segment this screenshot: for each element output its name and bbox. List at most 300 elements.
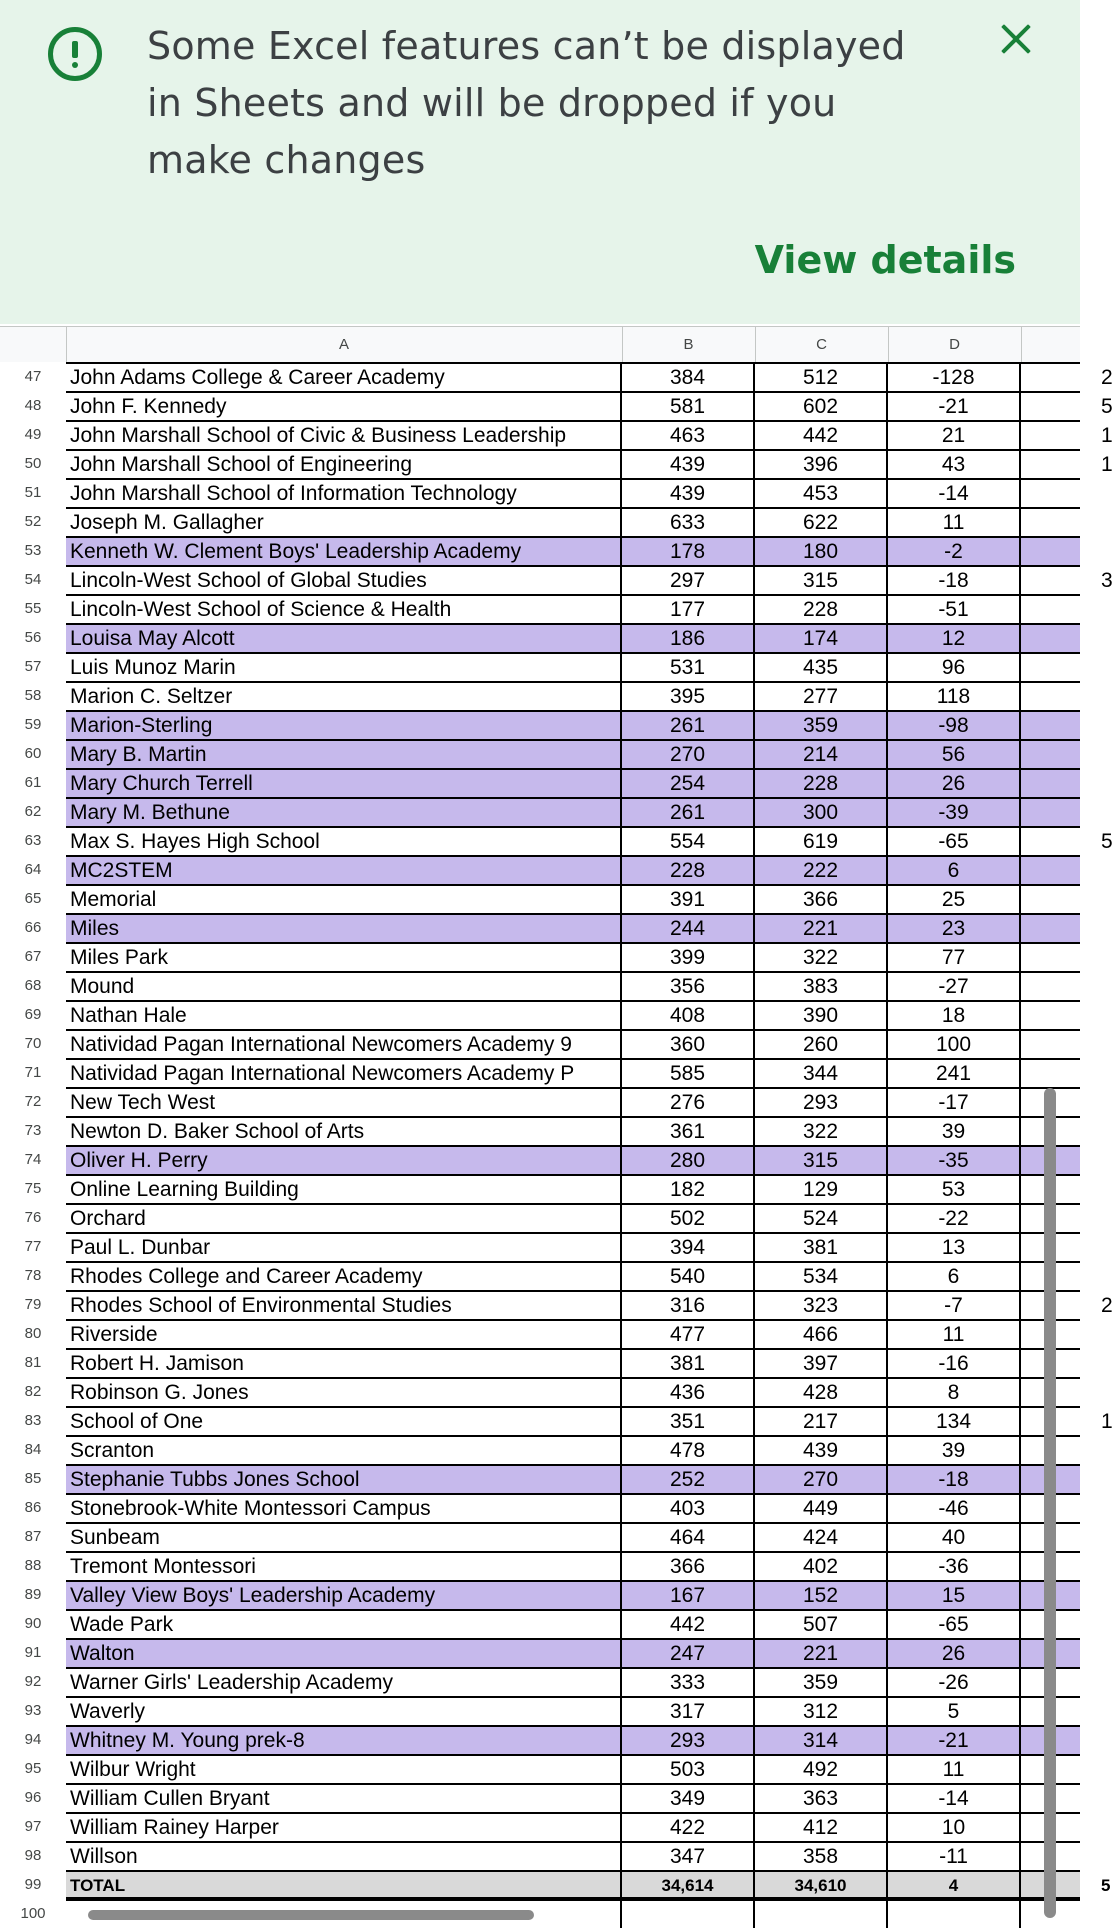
column-header-a[interactable]: A	[66, 327, 623, 362]
difference-cell[interactable]: -65	[888, 1611, 1021, 1638]
select-all-corner[interactable]	[0, 327, 67, 362]
column-c-cell[interactable]: 381	[755, 1234, 888, 1261]
difference-cell[interactable]: 4	[888, 1872, 1021, 1899]
difference-cell[interactable]: -26	[888, 1669, 1021, 1696]
school-name-cell[interactable]: Robinson G. Jones	[66, 1379, 622, 1406]
column-e-cell[interactable]	[1021, 1263, 1101, 1290]
row-number[interactable]: 79	[0, 1290, 66, 1319]
column-e-cell[interactable]	[1021, 480, 1101, 507]
column-c-cell[interactable]: 602	[755, 393, 888, 420]
column-e-cell[interactable]	[1021, 1031, 1101, 1058]
column-c-cell[interactable]: 363	[755, 1785, 888, 1812]
column-e-cell[interactable]	[1021, 1582, 1101, 1609]
column-e-cell[interactable]	[1021, 1698, 1101, 1725]
column-b-cell[interactable]: 442	[622, 1611, 755, 1638]
column-c-cell[interactable]: 314	[755, 1727, 888, 1754]
column-e-cell[interactable]: 5	[1101, 830, 1113, 853]
school-name-cell[interactable]: Memorial	[66, 886, 622, 913]
school-name-cell[interactable]: Mary Church Terrell	[66, 770, 622, 797]
column-b-cell[interactable]: 356	[622, 973, 755, 1000]
column-b-cell[interactable]: 360	[622, 1031, 755, 1058]
school-name-cell[interactable]: Sunbeam	[66, 1524, 622, 1551]
school-name-cell[interactable]: John Adams College & Career Academy	[66, 364, 622, 391]
column-b-cell[interactable]: 178	[622, 538, 755, 565]
column-c-cell[interactable]: 622	[755, 509, 888, 536]
difference-cell[interactable]: 6	[888, 857, 1021, 884]
difference-cell[interactable]: 134	[888, 1408, 1021, 1435]
column-b-cell[interactable]: 391	[622, 886, 755, 913]
column-b-cell[interactable]: 333	[622, 1669, 755, 1696]
row-number[interactable]: 64	[0, 855, 66, 884]
school-name-cell[interactable]: Mary B. Martin	[66, 741, 622, 768]
school-name-cell[interactable]: Natividad Pagan International Newcomers Academy 9	[66, 1031, 622, 1058]
row-number[interactable]: 69	[0, 1000, 66, 1029]
difference-cell[interactable]: 26	[888, 770, 1021, 797]
difference-cell[interactable]: 118	[888, 683, 1021, 710]
difference-cell[interactable]: -11	[888, 1843, 1021, 1870]
column-c-cell[interactable]: 214	[755, 741, 888, 768]
row-number[interactable]: 100	[0, 1899, 66, 1928]
column-e-cell[interactable]: 5	[1101, 395, 1113, 418]
column-c-cell[interactable]: 174	[755, 625, 888, 652]
row-number[interactable]: 59	[0, 710, 66, 739]
difference-cell[interactable]: -17	[888, 1089, 1021, 1116]
row-number[interactable]: 52	[0, 507, 66, 536]
row-number[interactable]: 70	[0, 1029, 66, 1058]
column-e-cell[interactable]	[1021, 1611, 1101, 1638]
column-c-cell[interactable]: 180	[755, 538, 888, 565]
school-name-cell[interactable]: Walton	[66, 1640, 622, 1667]
difference-cell[interactable]: 39	[888, 1437, 1021, 1464]
column-b-cell[interactable]: 384	[622, 364, 755, 391]
column-b-cell[interactable]: 422	[622, 1814, 755, 1841]
row-number[interactable]: 83	[0, 1406, 66, 1435]
column-b-cell[interactable]: 347	[622, 1843, 755, 1870]
column-e-cell[interactable]	[1021, 1118, 1101, 1145]
school-name-cell[interactable]: Mound	[66, 973, 622, 1000]
row-number[interactable]: 61	[0, 768, 66, 797]
column-b-cell[interactable]: 316	[622, 1292, 755, 1319]
row-number[interactable]: 62	[0, 797, 66, 826]
school-name-cell[interactable]: John Marshall School of Engineering	[66, 451, 622, 478]
column-e-cell[interactable]	[1021, 1321, 1101, 1348]
difference-cell[interactable]: -14	[888, 1785, 1021, 1812]
column-b-cell[interactable]: 261	[622, 712, 755, 739]
column-b-cell[interactable]: 366	[622, 1553, 755, 1580]
column-b-cell[interactable]: 167	[622, 1582, 755, 1609]
school-name-cell[interactable]: Oliver H. Perry	[66, 1147, 622, 1174]
column-e-cell[interactable]: 2	[1101, 366, 1113, 389]
row-number[interactable]: 51	[0, 478, 66, 507]
row-number[interactable]: 60	[0, 739, 66, 768]
column-c-cell[interactable]: 344	[755, 1060, 888, 1087]
row-number[interactable]: 48	[0, 391, 66, 420]
row-number[interactable]: 94	[0, 1725, 66, 1754]
difference-cell[interactable]: -98	[888, 712, 1021, 739]
column-b-cell[interactable]: 280	[622, 1147, 755, 1174]
column-header-d[interactable]: D	[888, 327, 1022, 362]
column-c-cell[interactable]: 534	[755, 1263, 888, 1290]
difference-cell[interactable]: -21	[888, 1727, 1021, 1754]
school-name-cell[interactable]: Lincoln-West School of Global Studies	[66, 567, 622, 594]
difference-cell[interactable]: -128	[888, 364, 1021, 391]
school-name-cell[interactable]: Natividad Pagan International Newcomers Academy P	[66, 1060, 622, 1087]
row-number[interactable]: 58	[0, 681, 66, 710]
column-e-cell[interactable]: 3	[1101, 569, 1113, 592]
column-e-cell[interactable]	[1021, 538, 1101, 565]
difference-cell[interactable]: -21	[888, 393, 1021, 420]
row-number[interactable]: 86	[0, 1493, 66, 1522]
row-number[interactable]: 77	[0, 1232, 66, 1261]
school-name-cell[interactable]: Nathan Hale	[66, 1002, 622, 1029]
column-c-cell[interactable]: 507	[755, 1611, 888, 1638]
difference-cell[interactable]: 96	[888, 654, 1021, 681]
column-e-cell[interactable]: 1	[1101, 1410, 1113, 1433]
column-e-cell[interactable]	[1021, 1669, 1101, 1696]
school-name-cell[interactable]: Whitney M. Young prek-8	[66, 1727, 622, 1754]
column-e-cell[interactable]: 2	[1101, 1294, 1113, 1317]
column-header-e[interactable]	[1021, 327, 1080, 362]
difference-cell[interactable]: -7	[888, 1292, 1021, 1319]
column-c-cell[interactable]: 323	[755, 1292, 888, 1319]
column-b-cell[interactable]: 361	[622, 1118, 755, 1145]
difference-cell[interactable]: -2	[888, 538, 1021, 565]
column-b-cell[interactable]: 254	[622, 770, 755, 797]
school-name-cell[interactable]: Valley View Boys' Leadership Academy	[66, 1582, 622, 1609]
difference-cell[interactable]: 53	[888, 1176, 1021, 1203]
row-number[interactable]: 89	[0, 1580, 66, 1609]
column-c-cell[interactable]: 397	[755, 1350, 888, 1377]
row-number[interactable]: 91	[0, 1638, 66, 1667]
school-name-cell[interactable]: Waverly	[66, 1698, 622, 1725]
column-e-cell[interactable]	[1021, 799, 1101, 826]
column-c-cell[interactable]: 222	[755, 857, 888, 884]
school-name-cell[interactable]: Miles Park	[66, 944, 622, 971]
row-number[interactable]: 55	[0, 594, 66, 623]
column-e-cell[interactable]	[1021, 1727, 1101, 1754]
column-b-cell[interactable]: 436	[622, 1379, 755, 1406]
school-name-cell[interactable]: John Marshall School of Information Technology	[66, 480, 622, 507]
school-name-cell[interactable]: Riverside	[66, 1321, 622, 1348]
row-number[interactable]: 92	[0, 1667, 66, 1696]
school-name-cell[interactable]: William Rainey Harper	[66, 1814, 622, 1841]
column-b-cell[interactable]: 395	[622, 683, 755, 710]
close-icon[interactable]	[994, 18, 1038, 62]
column-b-cell[interactable]: 439	[622, 480, 755, 507]
column-b-cell[interactable]: 477	[622, 1321, 755, 1348]
column-e-cell[interactable]	[1021, 625, 1101, 652]
row-number[interactable]: 66	[0, 913, 66, 942]
horizontal-scrollbar[interactable]	[88, 1910, 534, 1920]
difference-cell[interactable]: -22	[888, 1205, 1021, 1232]
column-c-cell[interactable]: 366	[755, 886, 888, 913]
row-number[interactable]: 76	[0, 1203, 66, 1232]
column-e-cell[interactable]	[1021, 1466, 1101, 1493]
difference-cell[interactable]: 23	[888, 915, 1021, 942]
row-number[interactable]: 85	[0, 1464, 66, 1493]
column-c-cell[interactable]: 315	[755, 1147, 888, 1174]
difference-cell[interactable]: 11	[888, 1756, 1021, 1783]
row-number[interactable]: 50	[0, 449, 66, 478]
column-b-cell[interactable]: 182	[622, 1176, 755, 1203]
difference-cell[interactable]: 43	[888, 451, 1021, 478]
school-name-cell[interactable]: John Marshall School of Civic & Business Leadership	[66, 422, 622, 449]
column-e-cell[interactable]	[1021, 654, 1101, 681]
row-number[interactable]: 78	[0, 1261, 66, 1290]
school-name-cell[interactable]: TOTAL	[66, 1872, 622, 1899]
difference-cell[interactable]: 18	[888, 1002, 1021, 1029]
column-c-cell[interactable]: 424	[755, 1524, 888, 1551]
column-b-cell[interactable]: 633	[622, 509, 755, 536]
column-e-cell[interactable]	[1021, 596, 1101, 623]
school-name-cell[interactable]: School of One	[66, 1408, 622, 1435]
difference-cell[interactable]: 15	[888, 1582, 1021, 1609]
row-number[interactable]: 54	[0, 565, 66, 594]
difference-cell[interactable]: 13	[888, 1234, 1021, 1261]
school-name-cell[interactable]: William Cullen Bryant	[66, 1785, 622, 1812]
column-b-cell[interactable]: 177	[622, 596, 755, 623]
difference-cell[interactable]: -51	[888, 596, 1021, 623]
column-b-cell[interactable]: 408	[622, 1002, 755, 1029]
row-number[interactable]: 47	[0, 362, 66, 391]
school-name-cell[interactable]: Wilbur Wright	[66, 1756, 622, 1783]
column-c-cell[interactable]: 442	[755, 422, 888, 449]
column-e-cell[interactable]	[1021, 1756, 1101, 1783]
row-number[interactable]: 93	[0, 1696, 66, 1725]
column-e-cell[interactable]	[1021, 1147, 1101, 1174]
column-b-cell[interactable]: 554	[622, 828, 755, 855]
column-e-cell[interactable]	[1021, 1234, 1101, 1261]
column-b-cell[interactable]: 403	[622, 1495, 755, 1522]
row-number[interactable]: 87	[0, 1522, 66, 1551]
column-b-cell[interactable]: 381	[622, 1350, 755, 1377]
difference-cell[interactable]: 11	[888, 1321, 1021, 1348]
school-name-cell[interactable]: Max S. Hayes High School	[66, 828, 622, 855]
row-number[interactable]: 49	[0, 420, 66, 449]
column-e-cell[interactable]: 1	[1101, 453, 1113, 476]
difference-cell[interactable]: 8	[888, 1379, 1021, 1406]
column-e-cell[interactable]	[1021, 886, 1101, 913]
column-b-cell[interactable]: 293	[622, 1727, 755, 1754]
column-header-b[interactable]: B	[622, 327, 756, 362]
difference-cell[interactable]: -39	[888, 799, 1021, 826]
difference-cell[interactable]: 10	[888, 1814, 1021, 1841]
school-name-cell[interactable]: MC2STEM	[66, 857, 622, 884]
school-name-cell[interactable]: Stonebrook-White Montessori Campus	[66, 1495, 622, 1522]
difference-cell[interactable]: 100	[888, 1031, 1021, 1058]
column-c-cell[interactable]: 277	[755, 683, 888, 710]
column-c-cell[interactable]: 322	[755, 944, 888, 971]
column-b-cell[interactable]: 463	[622, 422, 755, 449]
column-e-cell[interactable]	[1021, 1553, 1101, 1580]
column-c-cell[interactable]: 359	[755, 1669, 888, 1696]
column-e-cell[interactable]	[1021, 509, 1101, 536]
column-b-cell[interactable]: 317	[622, 1698, 755, 1725]
column-c-cell[interactable]: 396	[755, 451, 888, 478]
column-e-cell[interactable]	[1021, 944, 1101, 971]
row-number[interactable]: 57	[0, 652, 66, 681]
column-c-cell[interactable]: 260	[755, 1031, 888, 1058]
difference-cell[interactable]: 26	[888, 1640, 1021, 1667]
column-c-cell[interactable]: 300	[755, 799, 888, 826]
column-b-cell[interactable]: 351	[622, 1408, 755, 1435]
school-name-cell[interactable]: Newton D. Baker School of Arts	[66, 1118, 622, 1145]
empty-cell[interactable]	[622, 1901, 755, 1928]
difference-cell[interactable]: 6	[888, 1263, 1021, 1290]
column-b-cell[interactable]: 276	[622, 1089, 755, 1116]
school-name-cell[interactable]: Paul L. Dunbar	[66, 1234, 622, 1261]
school-name-cell[interactable]: Marion-Sterling	[66, 712, 622, 739]
column-c-cell[interactable]: 228	[755, 596, 888, 623]
row-number[interactable]: 95	[0, 1754, 66, 1783]
school-name-cell[interactable]: Orchard	[66, 1205, 622, 1232]
school-name-cell[interactable]: Miles	[66, 915, 622, 942]
row-number[interactable]: 71	[0, 1058, 66, 1087]
school-name-cell[interactable]: Luis Munoz Marin	[66, 654, 622, 681]
column-c-cell[interactable]: 358	[755, 1843, 888, 1870]
column-b-cell[interactable]: 503	[622, 1756, 755, 1783]
column-c-cell[interactable]: 228	[755, 770, 888, 797]
column-c-cell[interactable]: 390	[755, 1002, 888, 1029]
column-e-cell[interactable]: 5	[1101, 1876, 1111, 1895]
school-name-cell[interactable]: Tremont Montessori	[66, 1553, 622, 1580]
column-e-cell[interactable]	[1021, 1205, 1101, 1232]
row-number[interactable]: 90	[0, 1609, 66, 1638]
column-e-cell[interactable]	[1021, 1379, 1101, 1406]
column-b-cell[interactable]: 228	[622, 857, 755, 884]
column-e-cell[interactable]	[1021, 712, 1101, 739]
row-number[interactable]: 96	[0, 1783, 66, 1812]
row-number[interactable]: 65	[0, 884, 66, 913]
difference-cell[interactable]: 5	[888, 1698, 1021, 1725]
column-e-cell[interactable]	[1021, 1002, 1101, 1029]
column-c-cell[interactable]: 439	[755, 1437, 888, 1464]
column-c-cell[interactable]: 383	[755, 973, 888, 1000]
difference-cell[interactable]: 241	[888, 1060, 1021, 1087]
column-e-cell[interactable]	[1021, 770, 1101, 797]
row-number[interactable]: 82	[0, 1377, 66, 1406]
column-e-cell[interactable]	[1021, 1524, 1101, 1551]
difference-cell[interactable]: -18	[888, 1466, 1021, 1493]
column-c-cell[interactable]: 412	[755, 1814, 888, 1841]
column-b-cell[interactable]: 186	[622, 625, 755, 652]
column-header-c[interactable]: C	[755, 327, 889, 362]
row-number[interactable]: 67	[0, 942, 66, 971]
row-number[interactable]: 99	[0, 1870, 66, 1899]
difference-cell[interactable]: 40	[888, 1524, 1021, 1551]
column-c-cell[interactable]: 221	[755, 915, 888, 942]
column-b-cell[interactable]: 349	[622, 1785, 755, 1812]
school-name-cell[interactable]: Louisa May Alcott	[66, 625, 622, 652]
column-c-cell[interactable]: 466	[755, 1321, 888, 1348]
difference-cell[interactable]: 25	[888, 886, 1021, 913]
empty-cell[interactable]	[888, 1901, 1021, 1928]
column-c-cell[interactable]: 402	[755, 1553, 888, 1580]
column-c-cell[interactable]: 453	[755, 480, 888, 507]
school-name-cell[interactable]: Willson	[66, 1843, 622, 1870]
column-e-cell[interactable]	[1021, 1176, 1101, 1203]
difference-cell[interactable]: -36	[888, 1553, 1021, 1580]
column-e-cell[interactable]	[1021, 1843, 1101, 1870]
column-c-cell[interactable]: 312	[755, 1698, 888, 1725]
column-b-cell[interactable]: 585	[622, 1060, 755, 1087]
column-e-cell[interactable]	[1021, 1437, 1101, 1464]
difference-cell[interactable]: 11	[888, 509, 1021, 536]
difference-cell[interactable]: -46	[888, 1495, 1021, 1522]
school-name-cell[interactable]: New Tech West	[66, 1089, 622, 1116]
column-e-cell[interactable]	[1021, 1814, 1101, 1841]
column-b-cell[interactable]: 581	[622, 393, 755, 420]
vertical-scrollbar[interactable]	[1044, 1088, 1056, 1918]
difference-cell[interactable]: -27	[888, 973, 1021, 1000]
row-number[interactable]: 81	[0, 1348, 66, 1377]
column-e-cell[interactable]	[1021, 915, 1101, 942]
row-number[interactable]: 68	[0, 971, 66, 1000]
school-name-cell[interactable]: John F. Kennedy	[66, 393, 622, 420]
column-e-cell[interactable]	[1021, 683, 1101, 710]
school-name-cell[interactable]: Online Learning Building	[66, 1176, 622, 1203]
school-name-cell[interactable]: Rhodes School of Environmental Studies	[66, 1292, 622, 1319]
column-c-cell[interactable]: 293	[755, 1089, 888, 1116]
column-b-cell[interactable]: 394	[622, 1234, 755, 1261]
column-e-cell[interactable]	[1021, 857, 1101, 884]
difference-cell[interactable]: 77	[888, 944, 1021, 971]
school-name-cell[interactable]: Joseph M. Gallagher	[66, 509, 622, 536]
column-b-cell[interactable]: 244	[622, 915, 755, 942]
difference-cell[interactable]: 21	[888, 422, 1021, 449]
column-c-cell[interactable]: 428	[755, 1379, 888, 1406]
school-name-cell[interactable]: Kenneth W. Clement Boys' Leadership Academy	[66, 538, 622, 565]
column-c-cell[interactable]: 359	[755, 712, 888, 739]
school-name-cell[interactable]: Rhodes College and Career Academy	[66, 1263, 622, 1290]
column-e-cell[interactable]	[1021, 973, 1101, 1000]
column-c-cell[interactable]: 221	[755, 1640, 888, 1667]
difference-cell[interactable]: -16	[888, 1350, 1021, 1377]
row-number[interactable]: 84	[0, 1435, 66, 1464]
column-b-cell[interactable]: 270	[622, 741, 755, 768]
column-b-cell[interactable]: 502	[622, 1205, 755, 1232]
column-b-cell[interactable]: 464	[622, 1524, 755, 1551]
row-number[interactable]: 74	[0, 1145, 66, 1174]
column-c-cell[interactable]: 524	[755, 1205, 888, 1232]
column-b-cell[interactable]: 478	[622, 1437, 755, 1464]
column-e-cell[interactable]: 1	[1101, 424, 1113, 447]
school-name-cell[interactable]: Scranton	[66, 1437, 622, 1464]
row-number[interactable]: 53	[0, 536, 66, 565]
row-number[interactable]: 56	[0, 623, 66, 652]
column-e-cell[interactable]	[1021, 1089, 1101, 1116]
column-c-cell[interactable]: 315	[755, 567, 888, 594]
column-c-cell[interactable]: 619	[755, 828, 888, 855]
difference-cell[interactable]: 39	[888, 1118, 1021, 1145]
column-e-cell[interactable]	[1021, 1785, 1101, 1812]
column-b-cell[interactable]: 540	[622, 1263, 755, 1290]
column-c-cell[interactable]: 270	[755, 1466, 888, 1493]
school-name-cell[interactable]: Marion C. Seltzer	[66, 683, 622, 710]
column-c-cell[interactable]: 435	[755, 654, 888, 681]
difference-cell[interactable]: -14	[888, 480, 1021, 507]
row-number[interactable]: 72	[0, 1087, 66, 1116]
column-b-cell[interactable]: 34,614	[622, 1872, 755, 1899]
column-e-cell[interactable]	[1021, 1495, 1101, 1522]
column-c-cell[interactable]: 129	[755, 1176, 888, 1203]
school-name-cell[interactable]: Robert H. Jamison	[66, 1350, 622, 1377]
column-c-cell[interactable]: 217	[755, 1408, 888, 1435]
column-c-cell[interactable]: 322	[755, 1118, 888, 1145]
view-details-button[interactable]: View details	[754, 238, 1016, 282]
column-b-cell[interactable]: 252	[622, 1466, 755, 1493]
column-b-cell[interactable]: 247	[622, 1640, 755, 1667]
